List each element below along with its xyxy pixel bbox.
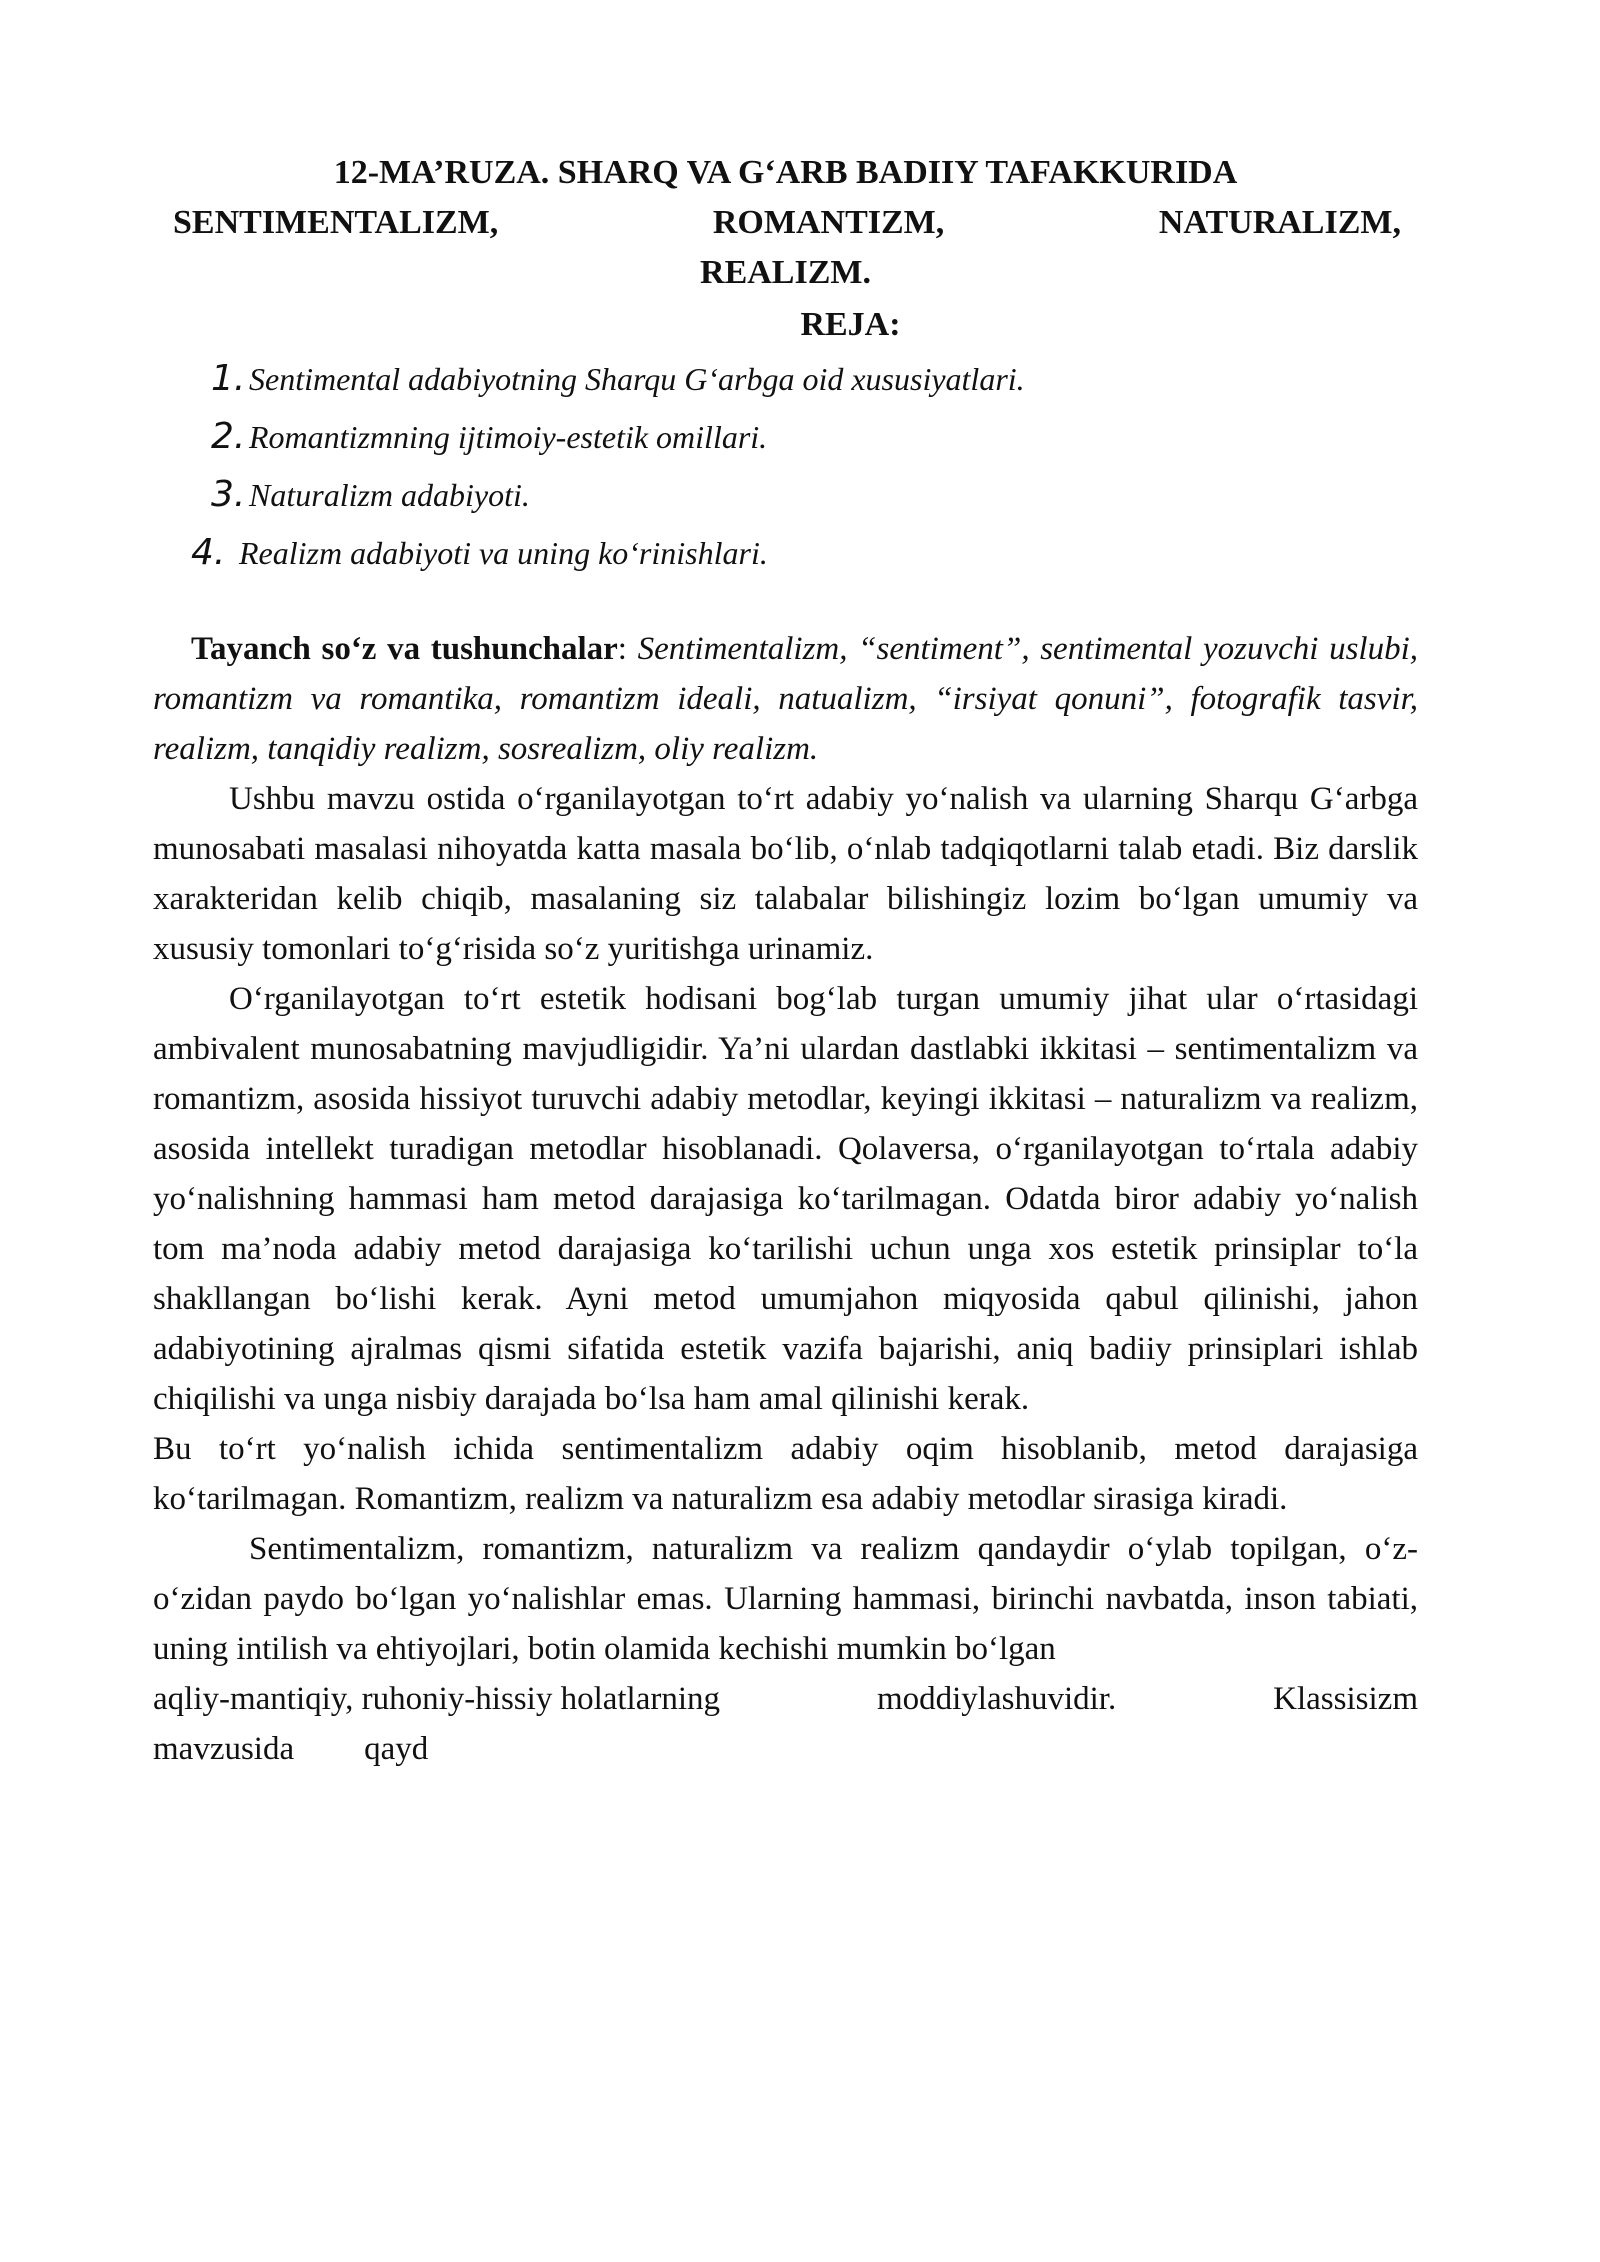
tail-text-segment: qayd (364, 1731, 429, 1767)
plan-item (153, 466, 1418, 524)
title-word-naturalizm: NATURALIZM, (1158, 204, 1401, 241)
plan-list (153, 350, 1418, 582)
body-paragraph-4-last-line (153, 1724, 1418, 1774)
plan-item-text: Realizm adabiyoti va uning ko‘rinishlari. (239, 535, 768, 571)
plan-item-number: 4. (191, 532, 226, 573)
tail-text-segment: mavzusida (153, 1731, 295, 1767)
tail-text-segment: Klassisizm (1273, 1681, 1418, 1717)
title-line-3: REALIZM. (700, 254, 871, 291)
body-paragraph-4: Sentimentalizm, romantizm, naturalizm va realizm qandaydir o‘ylab topilgan, o‘z-o‘zidan paydo bo‘lgan yo‘nalishlar emas. Ularning hammasi, birinchi navbatda, inson tabiati, uning intilish va ehtiyojlari, botin olamida kechishi mumkin bo‘lgan (153, 1531, 1418, 1667)
plan-item (153, 524, 1418, 582)
body-paragraph-4-line (153, 1674, 1418, 1724)
plan-item-text: Sentimental adabiyotning Sharqu G‘arbga oid xususiyatlari. (249, 361, 1025, 397)
lecture-title (153, 148, 1418, 298)
plan-item-number: 2. (211, 416, 246, 457)
keywords-separator: : (617, 631, 638, 667)
plan-item-number: 3. (211, 474, 246, 515)
title-word-sentimentalizm: SENTIMENTALIZM, (173, 204, 499, 241)
tail-text-segment: aqliy-mantiqiy, ruhoniy-hissiy holatlarning (153, 1681, 721, 1717)
plan-item (153, 350, 1418, 408)
tail-text-segment: moddiylashuvidir. (876, 1681, 1117, 1717)
body-paragraph-1: Ushbu mavzu ostida o‘rganilayotgan to‘rt adabiy yo‘nalish va ularning Sharqu G‘arbga munosabati masalasi nihoyatda katta masala bo‘lib, o‘nlab tadqiqotlarni talab etadi. Biz darslik xarakteridan kelib chiqib, masalaning siz talabalar bilishingiz lozim bo‘lgan umumiy va xususiy tomonlari to‘g‘risida so‘z yuritishga urinamiz. (153, 781, 1418, 967)
keywords-label: Tayanch so‘z va tushunchalar (191, 631, 618, 667)
plan-heading: REJA: (800, 306, 901, 343)
keywords-list: Sentimentalizm, “sentiment”, sentimental yozuvchi uslubi, romantizm va romantika, romantizm ideali, natualizm, “irsiyat qonuni”, fotografik tasvir, realizm, tanqidiy realizm, sosrealizm, oliy realizm. (153, 631, 1419, 767)
body-paragraph-3: Bu to‘rt yo‘nalish ichida sentimentalizm adabiy oqim hisoblanib, metod darajasiga ko‘tarilmagan. Romantizm, realizm va naturalizm esa adabiy metodlar sirasiga kiradi. (153, 1431, 1418, 1517)
keywords-paragraph (153, 624, 1418, 774)
title-line-2 (153, 198, 1418, 248)
plan-item-text: Naturalizm adabiyoti. (249, 477, 530, 513)
body-paragraph-2: O‘rganilayotgan to‘rt estetik hodisani bog‘lab turgan umumiy jihat ular o‘rtasidagi ambivalent munosabatning mavjudligidir. Ya’ni ulardan dastlabki ikkitasi – sentimentalizm va romantizm, asosida hissiyot turuvchi adabiy metodlar, keyingi ikkitasi – naturalizm va realizm, asosida intellekt turadigan metodlar hisoblanadi. Qolaversa, o‘rganilayotgan to‘rtala adabiy yo‘nalishning hammasi ham metod darajasiga ko‘tarilmagan. Odatda biror adabiy yo‘nalish tom ma’noda adabiy metod darajasiga ko‘tarilishi uchun unga xos estetik prinsiplar to‘la shakllangan bo‘lishi kerak. Ayni metod umumjahon miqyosida qabul qilinishi, jahon adabiyotining ajralmas qismi sifatida estetik vazifa bajarishi, aniq badiiy prinsiplari ishlab chiqilishi va unga nisbiy darajada bo‘lsa ham amal qilinishi kerak. (153, 981, 1418, 1417)
title-word-romantizm: ROMANTIZM, (712, 204, 945, 241)
plan-item-number: 1. (211, 358, 246, 399)
plan-item-text: Romantizmning ijtimoiy-estetik omillari. (249, 419, 768, 455)
document-page (153, 148, 1418, 1774)
title-line-1: 12-MA’RUZA. SHARQ VA G‘ARB BADIIY TAFAKKURIDA (333, 154, 1238, 191)
plan-item (153, 408, 1418, 466)
